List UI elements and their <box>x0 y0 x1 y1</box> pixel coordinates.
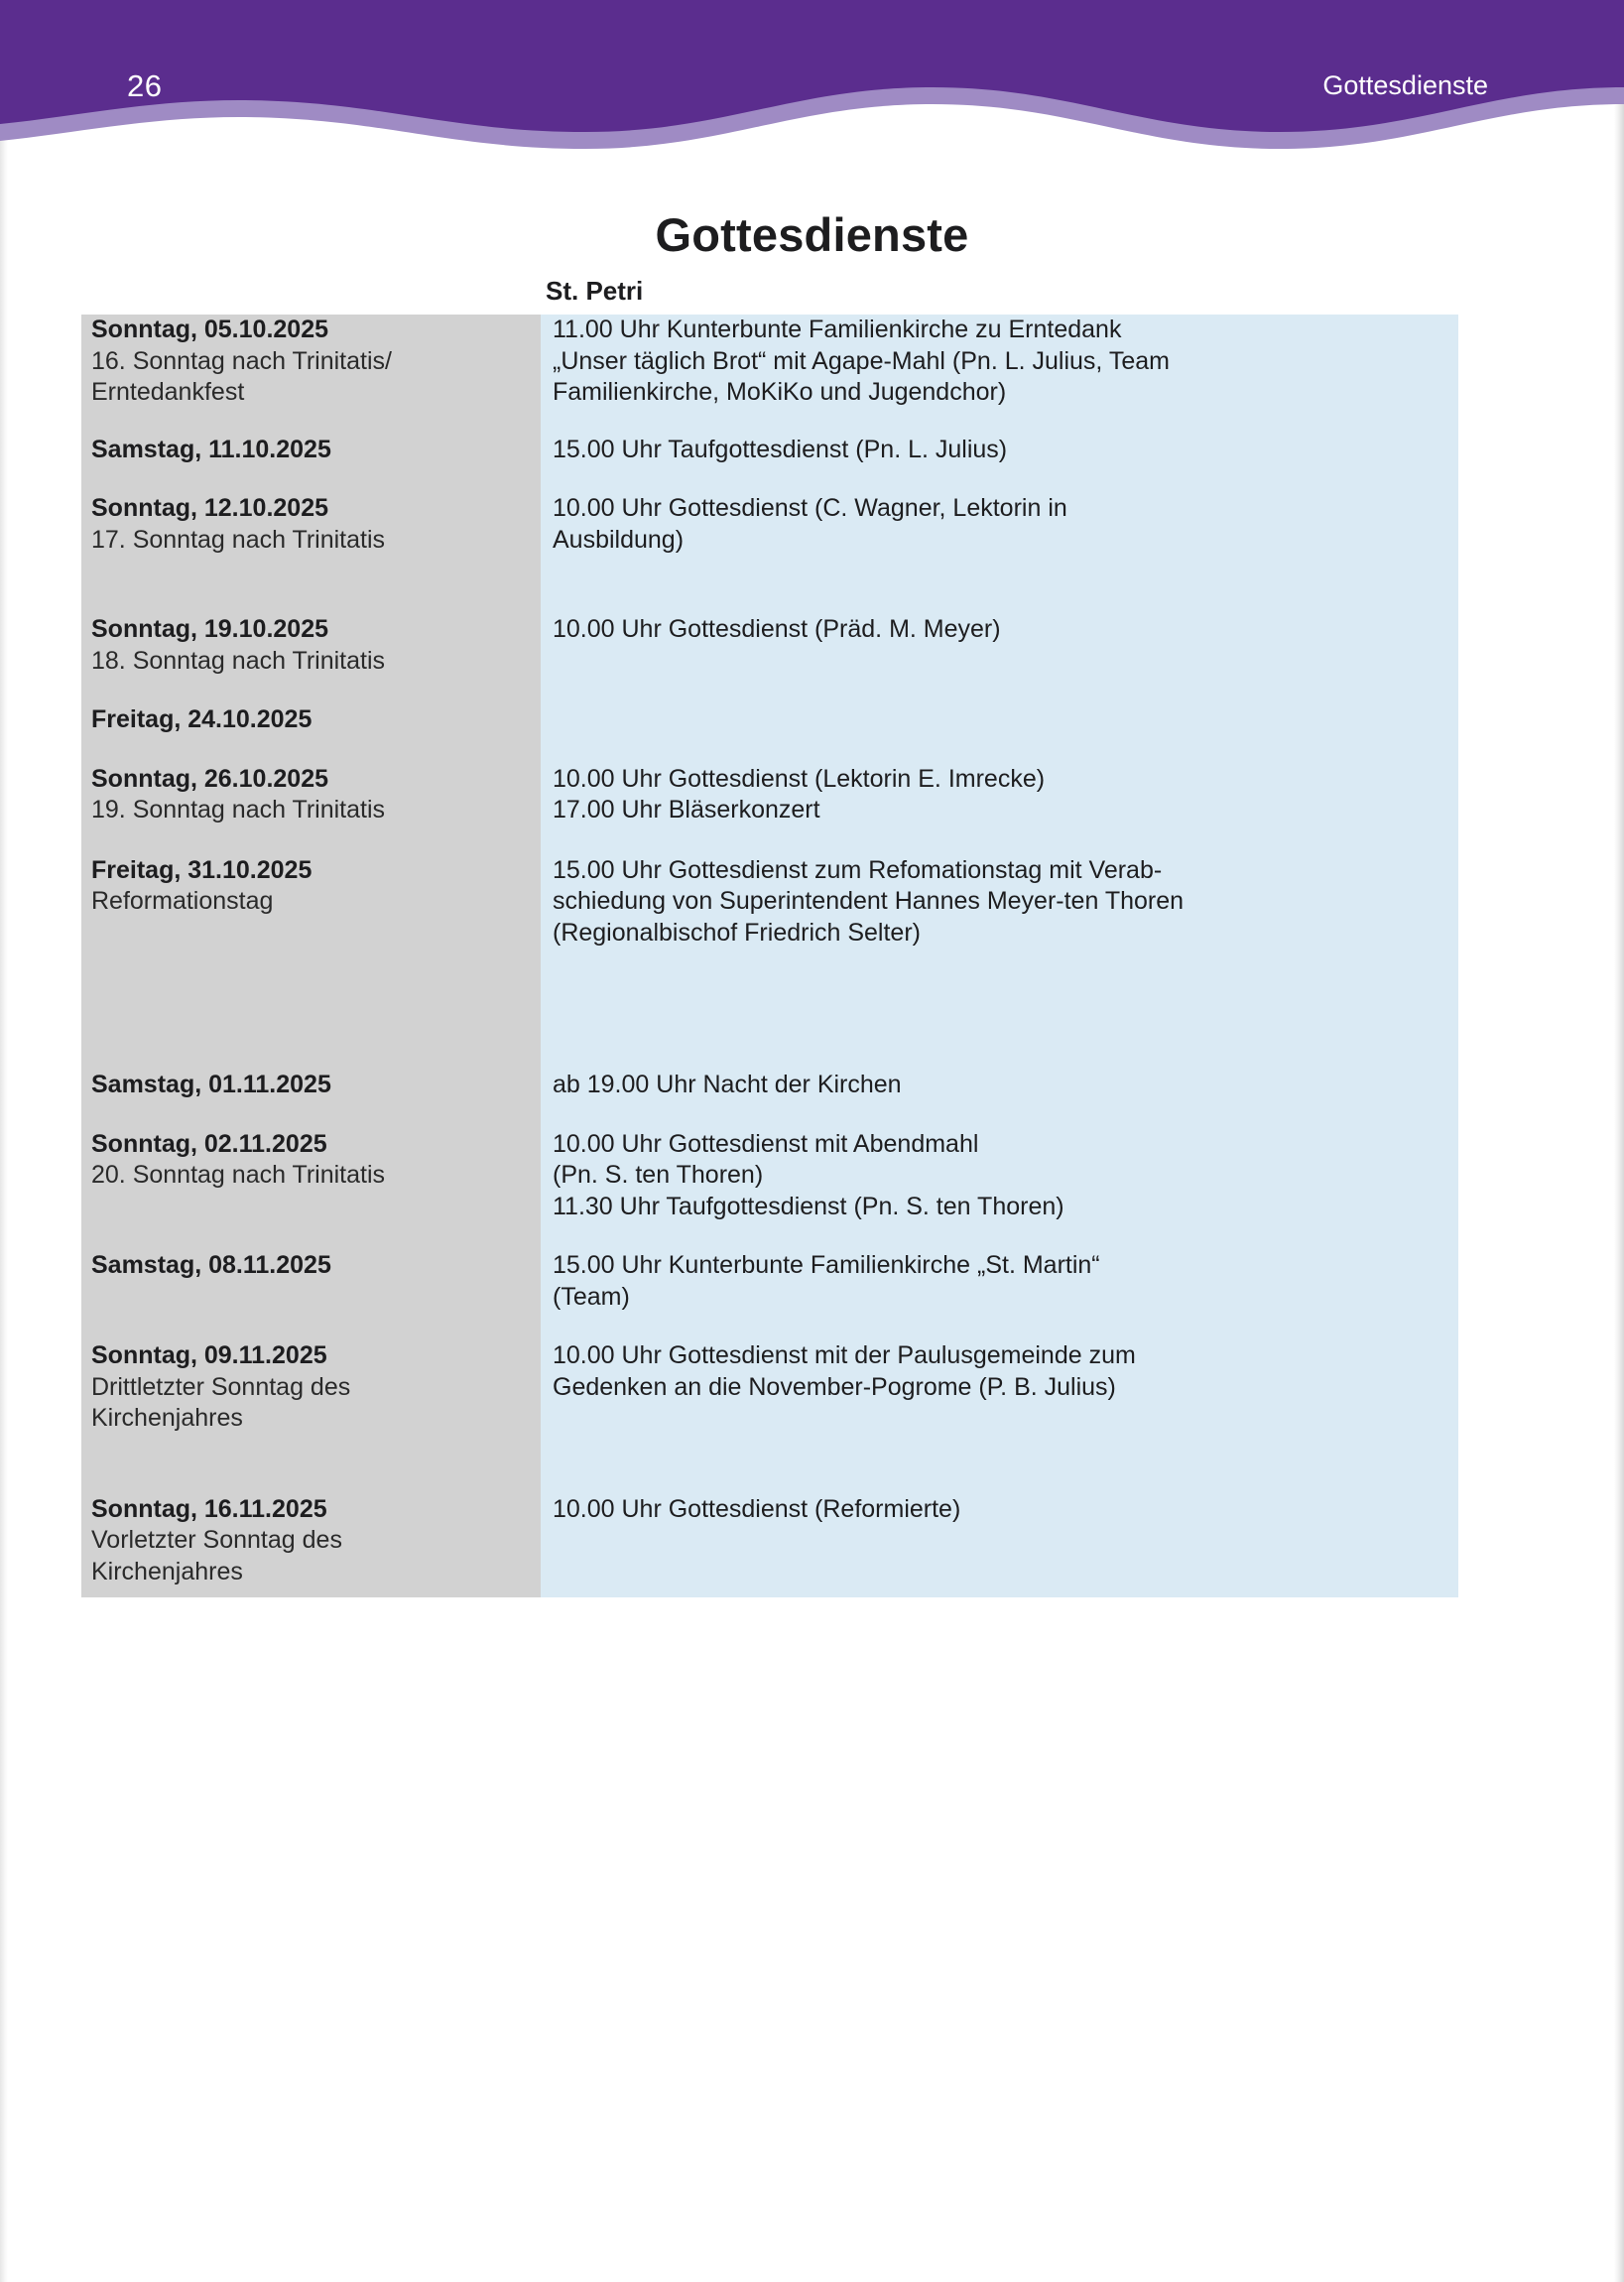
row-date-subtitle: 16. Sonntag nach Trinitatis/ <box>91 346 392 375</box>
row-date: Samstag, 11.10.2025 <box>91 435 331 463</box>
row-spacer <box>81 1587 1458 1597</box>
row-event-cell <box>541 1340 1458 1403</box>
table-row <box>81 435 1458 466</box>
row-event-line: 15.00 Uhr Kunterbunte Familienkirche „St. Martin“ <box>553 1251 1100 1279</box>
row-date: Sonntag, 16.11.2025 <box>91 1494 327 1523</box>
row-event-cell <box>541 1250 1458 1313</box>
table-row <box>81 1494 1458 1588</box>
row-event-cell <box>541 764 1458 826</box>
row-date-subtitle: 18. Sonntag nach Trinitatis <box>91 646 386 675</box>
row-spacer <box>81 556 1458 614</box>
table-row <box>81 855 1458 950</box>
page-edge-right <box>1614 0 1624 2282</box>
table-column-header-st-petri: St. Petri <box>546 276 644 306</box>
page-edge-left <box>0 0 8 2282</box>
row-spacer <box>81 1435 1458 1494</box>
row-spacer <box>81 1222 1458 1250</box>
table-row <box>81 1129 1458 1223</box>
row-date-subtitle: Kirchenjahres <box>91 1557 243 1585</box>
row-spacer <box>81 949 1458 1070</box>
row-date-cell <box>81 1129 541 1192</box>
schedule-row-list <box>81 315 1458 1597</box>
row-event-line: schiedung von Superintendent Hannes Meyer-ten Thoren <box>553 887 1185 915</box>
row-date: Sonntag, 05.10.2025 <box>91 316 329 343</box>
row-event-line: ab 19.00 Uhr Nacht der Kirchen <box>553 1071 902 1098</box>
table-row <box>81 704 1458 736</box>
row-date: Freitag, 24.10.2025 <box>91 705 312 733</box>
row-date-cell <box>81 435 541 466</box>
page-title: Gottesdienste <box>655 208 969 262</box>
row-date: Sonntag, 02.11.2025 <box>91 1129 327 1158</box>
row-date-cell <box>81 614 541 677</box>
row-event-cell <box>541 315 1458 409</box>
row-event-cell <box>541 1070 1458 1101</box>
row-event-line: 11.00 Uhr Kunterbunte Familienkirche zu Erntedank <box>553 316 1122 343</box>
row-event-line: (Regionalbischof Friedrich Selter) <box>553 918 921 947</box>
row-date-cell <box>81 1494 541 1588</box>
row-date: Sonntag, 19.10.2025 <box>91 615 329 643</box>
table-row <box>81 1250 1458 1313</box>
table-row <box>81 614 1458 677</box>
row-event-line: 10.00 Uhr Gottesdienst (Reformierte) <box>553 1494 961 1523</box>
row-date-cell <box>81 493 541 556</box>
row-date-cell <box>81 1250 541 1282</box>
row-date-cell <box>81 1070 541 1101</box>
row-date: Sonntag, 12.10.2025 <box>91 494 329 522</box>
service-schedule-table <box>81 315 1458 1597</box>
row-date-cell <box>81 315 541 409</box>
row-event-line: 15.00 Uhr Gottesdienst zum Refomationstag mit Verab- <box>553 855 1163 884</box>
page-header-band <box>0 0 1624 174</box>
table-row <box>81 1070 1458 1101</box>
row-event-line: 17.00 Uhr Bläserkonzert <box>553 796 820 824</box>
row-date: Samstag, 01.11.2025 <box>91 1071 331 1098</box>
row-event-cell <box>541 493 1458 556</box>
row-event-line: (Team) <box>553 1282 630 1311</box>
row-event-line: 15.00 Uhr Taufgottesdienst (Pn. L. Julius) <box>553 435 1008 463</box>
row-event-line: (Pn. S. ten Thoren) <box>553 1161 764 1189</box>
row-date: Freitag, 31.10.2025 <box>91 855 312 884</box>
table-row <box>81 764 1458 826</box>
row-event-line: Ausbildung) <box>553 525 685 554</box>
row-event-line: 10.00 Uhr Gottesdienst mit der Paulusgemeinde zum <box>553 1341 1136 1369</box>
row-event-line: Familienkirche, MoKiKo und Jugendchor) <box>553 378 1007 406</box>
row-event-cell <box>541 855 1458 950</box>
row-event-cell <box>541 614 1458 646</box>
row-event-line: 10.00 Uhr Gottesdienst (C. Wagner, Lektorin in <box>553 494 1067 522</box>
row-spacer <box>81 1101 1458 1129</box>
row-date: Sonntag, 26.10.2025 <box>91 764 329 793</box>
row-spacer <box>81 465 1458 493</box>
row-event-line: „Unser täglich Brot“ mit Agape-Mahl (Pn. L. Julius, Team <box>553 346 1171 375</box>
row-date-cell <box>81 704 541 736</box>
row-date-cell <box>81 764 541 826</box>
page-number: 26 <box>127 68 163 103</box>
row-event-line: 10.00 Uhr Gottesdienst (Präd. M. Meyer) <box>553 615 1001 643</box>
row-event-cell <box>541 435 1458 466</box>
row-event-line: 10.00 Uhr Gottesdienst (Lektorin E. Imrecke) <box>553 764 1046 793</box>
row-event-line: Gedenken an die November-Pogrome (P. B. Julius) <box>553 1372 1116 1401</box>
row-date-subtitle: Vorletzter Sonntag des <box>91 1526 342 1554</box>
row-date-cell <box>81 855 541 918</box>
row-date-subtitle: 17. Sonntag nach Trinitatis <box>91 525 386 554</box>
header-section-title: Gottesdienste <box>1322 70 1488 100</box>
row-date-subtitle: 19. Sonntag nach Trinitatis <box>91 796 386 824</box>
row-date-subtitle: 20. Sonntag nach Trinitatis <box>91 1161 386 1189</box>
table-row <box>81 493 1458 556</box>
row-event-cell <box>541 1129 1458 1223</box>
row-date: Samstag, 08.11.2025 <box>91 1251 331 1279</box>
row-event-line: 11.30 Uhr Taufgottesdienst (Pn. S. ten Thoren) <box>553 1192 1064 1220</box>
row-date-cell <box>81 1340 541 1435</box>
row-spacer <box>81 677 1458 704</box>
row-event-cell <box>541 1494 1458 1526</box>
row-event-line: 10.00 Uhr Gottesdienst mit Abendmahl <box>553 1129 979 1158</box>
row-date-subtitle: Reformationstag <box>91 887 274 915</box>
row-date-subtitle: Erntedankfest <box>91 378 245 406</box>
row-date: Sonntag, 09.11.2025 <box>91 1341 327 1369</box>
row-spacer <box>81 826 1458 855</box>
table-row <box>81 315 1458 409</box>
row-spacer <box>81 1313 1458 1340</box>
row-spacer <box>81 736 1458 764</box>
table-row <box>81 1340 1458 1435</box>
row-date-subtitle: Kirchenjahres <box>91 1404 243 1432</box>
row-date-subtitle: Drittletzter Sonntag des <box>91 1372 351 1401</box>
row-spacer <box>81 409 1458 435</box>
